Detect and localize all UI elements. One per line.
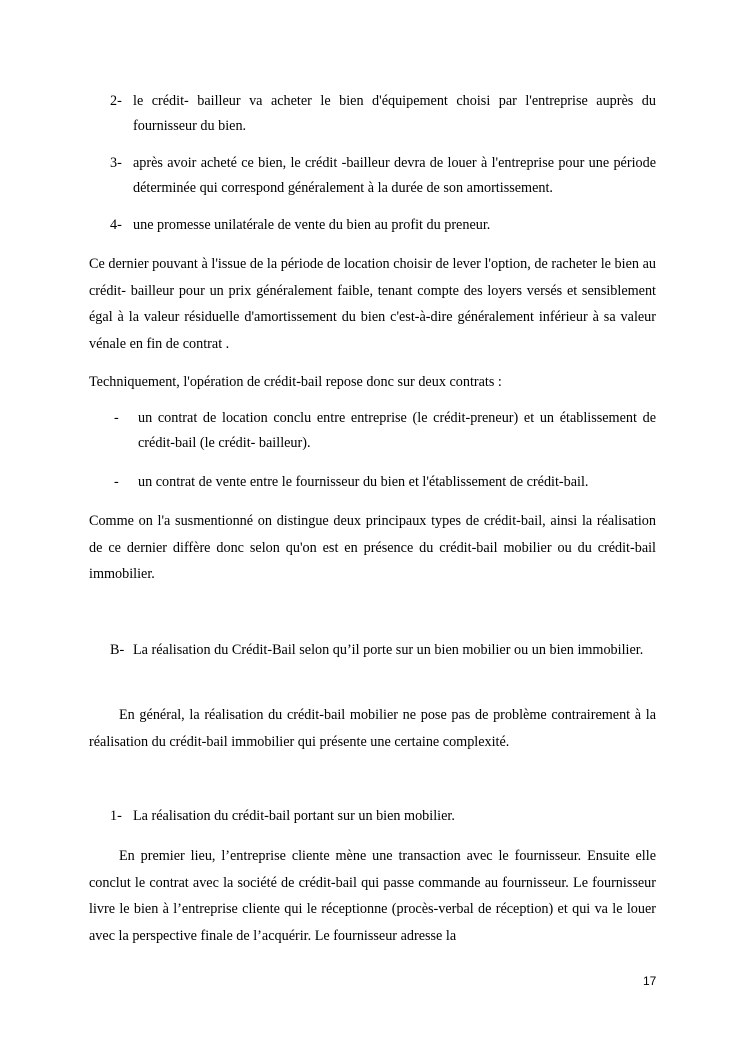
list-number: 2- <box>110 93 122 109</box>
paragraph-techniquement: Techniquement, l'opération de crédit-bail repose donc sur deux contrats : <box>89 374 502 390</box>
paragraph-option: Ce dernier pouvant à l'issue de la période de location choisir de lever l'option, de racheter le bien au crédit- bailleur pour un prix généralement faible, tenant compte des loyers versés et sensiblement égal à la valeur résiduelle d'amortissement du bien c'est-à-dire généralement inférieur à sa valeur vénale en fin de contrat . <box>89 256 656 352</box>
paragraph-premier-lieu: En premier lieu, l’entreprise cliente mène une transaction avec le fournisseur. Ensuite elle conclut le contrat avec la société de crédit-bail qui passe commande au fournisseur. Le fournisseur livre le bien à l’entreprise cliente qui le réceptionne (procès-verbal de réception) et qui va le louer avec la perspective finale de l’acquérir. Le fournisseur adresse la <box>89 848 656 944</box>
list-item-3 <box>110 151 656 201</box>
paragraph-comme: Comme on l'a susmentionné on distingue deux principaux types de crédit-bail, ainsi la réalisation de ce dernier diffère donc selon qu'on est en présence du crédit-bail mobilier ou du crédit-bail immobilier. <box>89 513 656 582</box>
section-heading-b <box>110 638 656 663</box>
list-number: 4- <box>110 217 122 233</box>
contract-item-vente <box>114 470 656 495</box>
list-item-2 <box>110 89 656 139</box>
list-text: le crédit- bailleur va acheter le bien d'équipement choisi par l'entreprise auprès du fournisseur du bien. <box>133 93 656 134</box>
contract-item-location <box>114 406 656 456</box>
subsection-heading-1 <box>110 804 656 829</box>
bullet-dash: - <box>114 474 119 490</box>
section-title: La réalisation du Crédit-Bail selon qu’il porte sur un bien mobilier ou un bien immobilier. <box>133 642 644 658</box>
list-text: un contrat de vente entre le fournisseur du bien et l'établissement de crédit-bail. <box>138 474 589 490</box>
list-text: un contrat de location conclu entre entreprise (le crédit-preneur) et un établissement de crédit-bail (le crédit- bailleur). <box>138 410 656 451</box>
list-text: après avoir acheté ce bien, le crédit -bailleur devra de louer à l'entreprise pour une période déterminée qui correspond généralement à la durée de son amortissement. <box>133 155 656 196</box>
subsection-number: 1- <box>110 808 122 824</box>
list-item-4 <box>110 213 656 238</box>
page-number: 17 <box>643 974 657 988</box>
paragraph-general: En général, la réalisation du crédit-bail mobilier ne pose pas de problème contrairement à la réalisation du crédit-bail immobilier qui présente une certaine complexité. <box>89 707 656 750</box>
subsection-title: La réalisation du crédit-bail portant sur un bien mobilier. <box>133 808 455 824</box>
list-text: une promesse unilatérale de vente du bien au profit du preneur. <box>133 217 491 233</box>
list-number: 3- <box>110 155 122 171</box>
section-number: B- <box>110 642 125 658</box>
bullet-dash: - <box>114 410 119 426</box>
